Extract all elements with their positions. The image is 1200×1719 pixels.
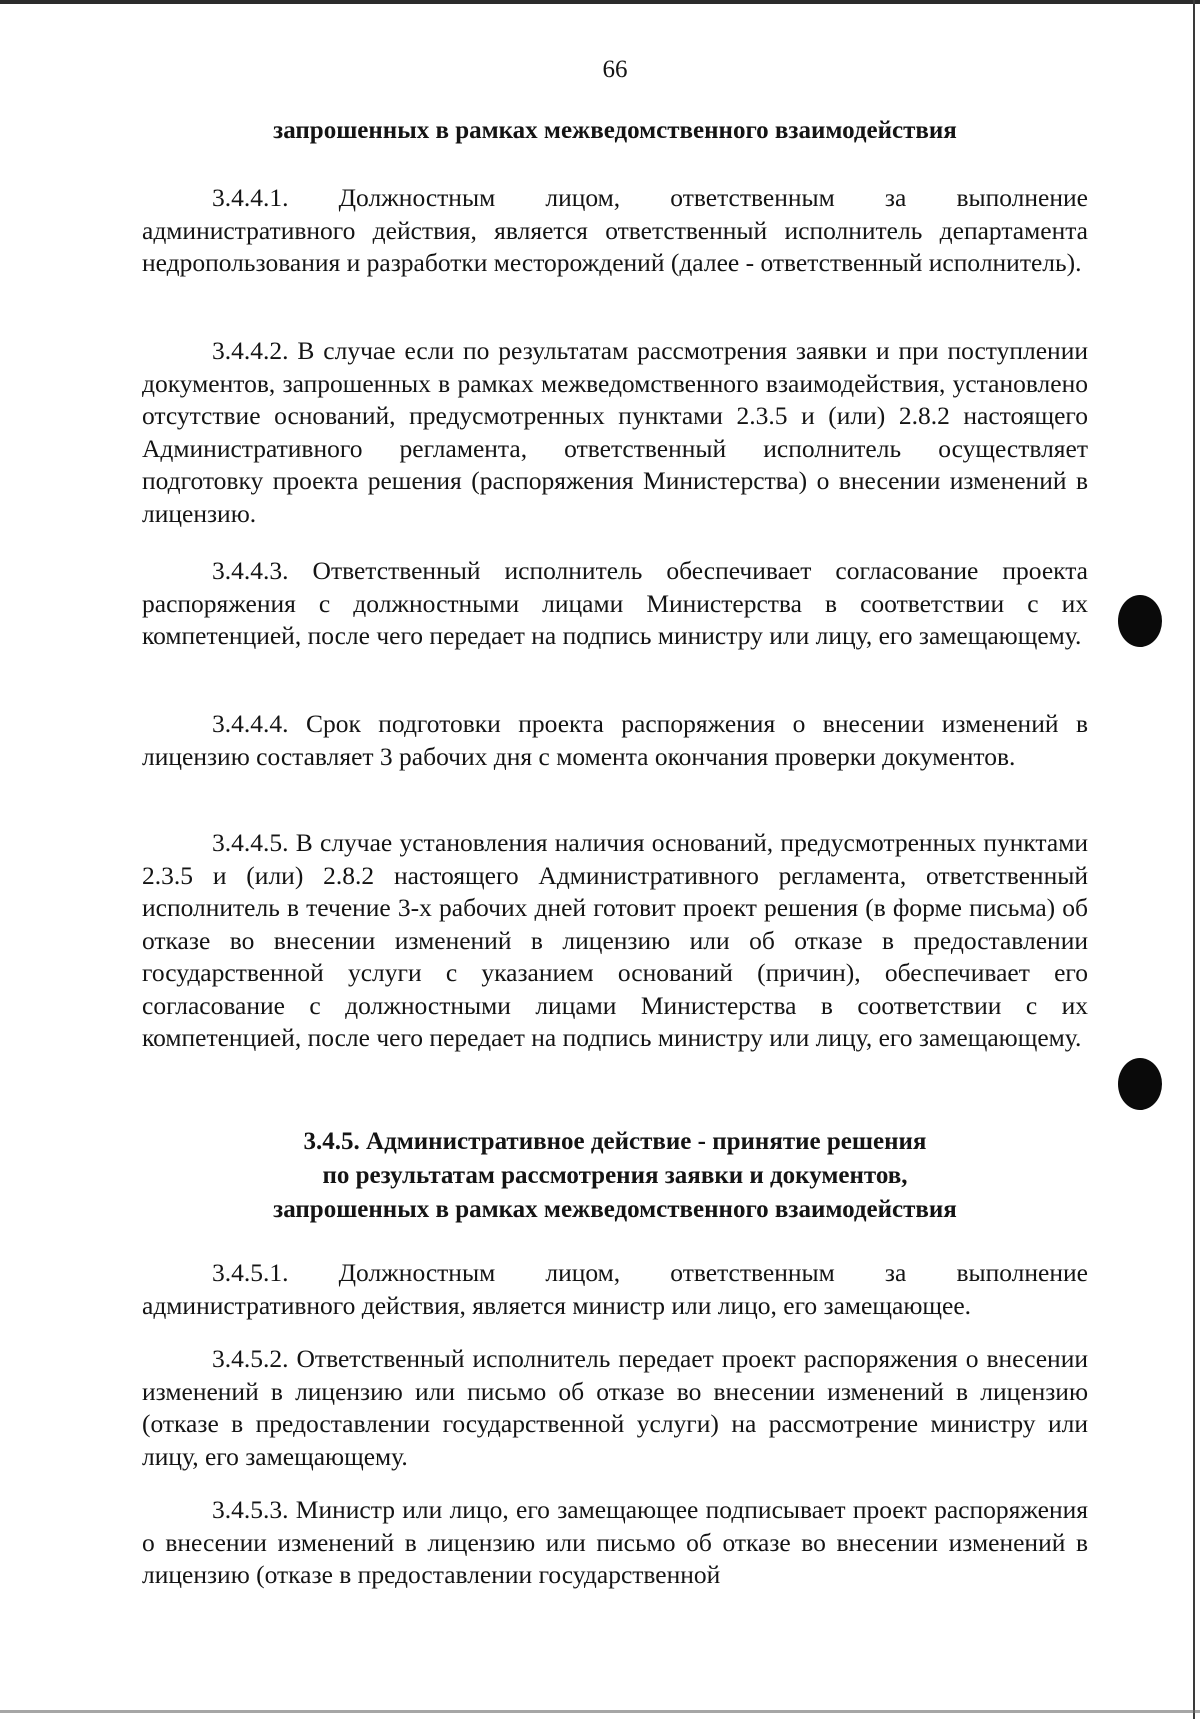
punch-hole-upper	[1118, 595, 1162, 647]
scan-top-edge	[0, 0, 1200, 4]
section-heading-line-3: запрошенных в рамках межведомственного взаимодействия	[273, 1196, 957, 1223]
section-heading-3-4-5	[140, 1125, 1090, 1227]
paragraph-3-4-5-3: 3.4.5.3. Министр или лицо, его замещающее подписывает проект распоряжения о внесении изменений в лицензию или письмо об отказе во внесении изменений в лицензию (отказе в предоставлении государственной	[142, 1495, 1088, 1589]
punch-hole-lower	[1118, 1058, 1162, 1110]
paragraph-3-4-4-1: 3.4.4.1. Должностным лицом, ответственным за выполнение административного действия, является ответственный исполнитель департамента недропользования и разработки месторождений (далее - ответственный исполнитель).	[142, 183, 1088, 277]
continued-heading: запрошенных в рамках межведомственного взаимодействия	[273, 117, 957, 144]
paragraph-3-4-4-2: 3.4.4.2. В случае если по результатам рассмотрения заявки и при поступлении документов, запрошенных в рамках межведомственного взаимодействия, установлено отсутствие оснований, предусмотренных пунктами 2.3.5 и (или) 2.8.2 настоящего Административного регламента, ответственный исполнитель осуществляет подготовку проекта решения (распоряжения Министерства) о внесении изменений в лицензию.	[142, 336, 1088, 528]
paragraph-3-4-4-4: 3.4.4.4. Срок подготовки проекта распоряжения о внесении изменений в лицензию составляет 3 рабочих дня с момента окончания проверки документов.	[142, 709, 1088, 771]
section-heading-line-1: 3.4.5. Административное действие - принятие решения	[303, 1128, 927, 1155]
paragraph-3-4-5-2: 3.4.5.2. Ответственный исполнитель передает проект распоряжения о внесении изменений в лицензию или письмо об отказе во внесении изменений в лицензию (отказе в предоставлении государственной услуги) на рассмотрение министру или лицу, его замещающему.	[142, 1344, 1088, 1471]
paragraph-3-4-4-3: 3.4.4.3. Ответственный исполнитель обеспечивает согласование проекта распоряжения с должностными лицами Министерства в соответствии с их компетенцией, после чего передает на подпись министру или лицу, его замещающему.	[142, 556, 1088, 650]
scan-right-edge	[1193, 0, 1195, 1719]
scan-bottom-edge	[0, 1710, 1200, 1713]
page-number: 66	[602, 56, 628, 83]
paragraph-3-4-5-1: 3.4.5.1. Должностным лицом, ответственным за выполнение административного действия, является министр или лицо, его замещающее.	[142, 1258, 1088, 1320]
section-heading-line-2: по результатам рассмотрения заявки и документов,	[322, 1162, 908, 1189]
paragraph-3-4-4-5: 3.4.4.5. В случае установления наличия оснований, предусмотренных пунктами 2.3.5 и (или) 2.8.2 настоящего Административного регламента, ответственный исполнитель в течение 3-х рабочих дней готовит проект решения (в форме письма) об отказе во внесении изменений в лицензию или об отказе в предоставлении государственной услуги с указанием оснований (причин), обеспечивает его согласование с должностными лицами Министерства в соответствии с их компетенцией, после чего передает на подпись министру или лицу, его замещающему.	[142, 828, 1088, 1052]
